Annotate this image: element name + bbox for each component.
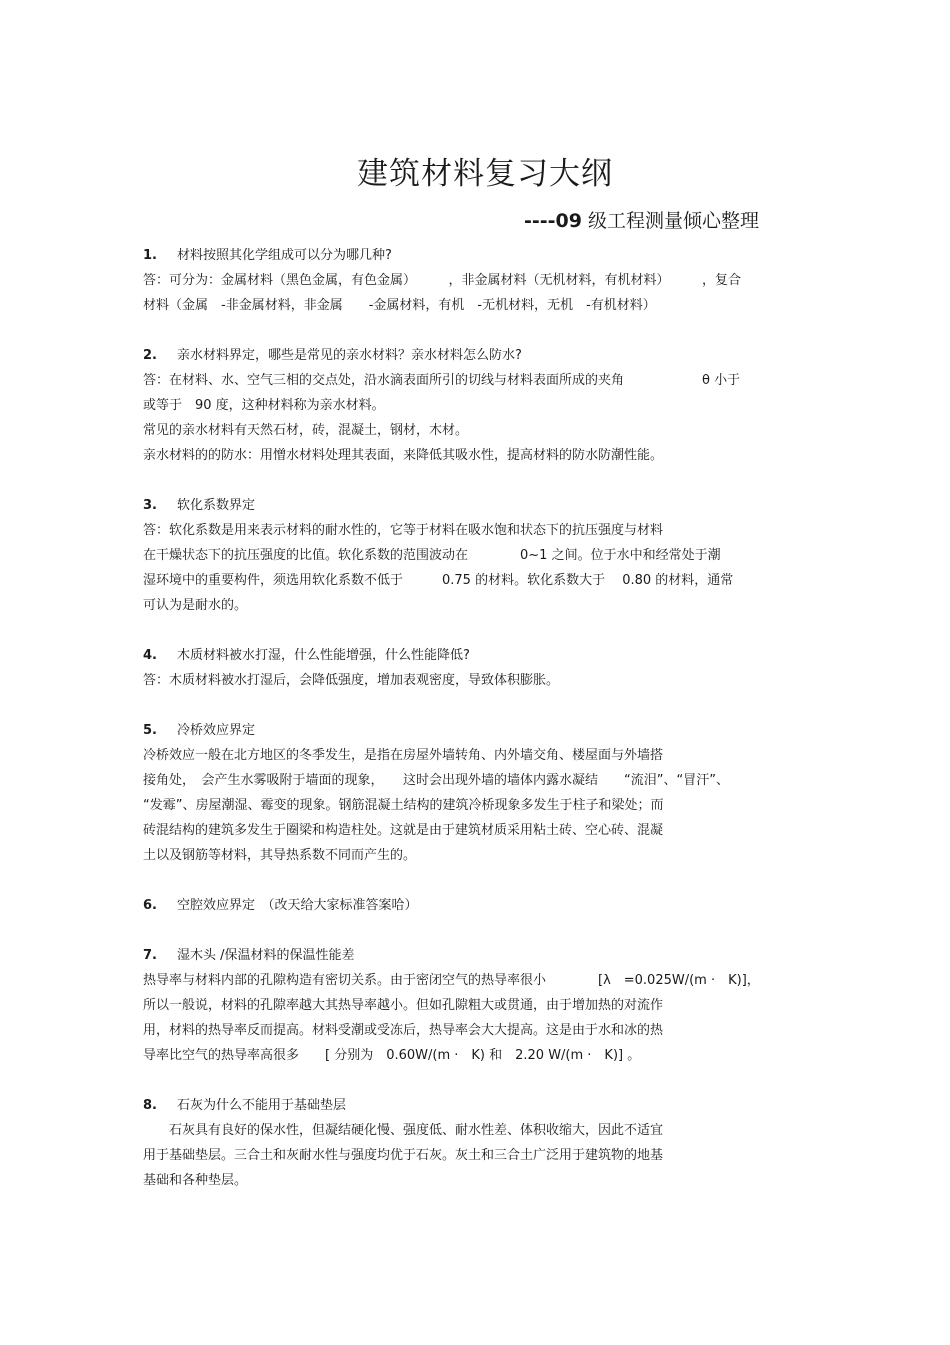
answer-line: 可认为是耐水的。 (143, 598, 248, 613)
question-number: 3. (143, 498, 157, 513)
answer-line: 材料（金属 -非金属材料，非金属 -金属材料，有机 -无机材料，无机 -有机材料） (143, 298, 656, 313)
question-heading-text: 软化系数界定 (177, 498, 256, 513)
answer-line: 在干燥状态下的抗压强度的比值。软化系数的范围波动在 0~1 之间。位于水中和经常处于潮 (143, 548, 721, 563)
question-heading-text: 木质材料被水打湿，什么性能增强，什么性能降低? (177, 648, 470, 663)
question-number: 8. (143, 1098, 157, 1113)
question-heading-text: 石灰为什么不能用于基础垫层 (177, 1098, 347, 1113)
question-heading (143, 344, 793, 368)
answer-line: 土以及钢筋等材料，其导热系数不同而产生的。 (143, 848, 417, 863)
question-heading (143, 244, 793, 268)
answer-line: 所以一般说，材料的孔隙率越大其热导率越小。但如孔隙粗大或贯通，由于增加热的对流作 (143, 998, 664, 1013)
answer-line: 答：软化系数是用来表示材料的耐水性的，它等于材料在吸水饱和状态下的抗压强度与材料 (143, 523, 664, 538)
question-heading-text: 湿木头 /保温材料的保温性能差 (177, 948, 355, 963)
question-heading (143, 494, 793, 518)
question-section (143, 344, 793, 468)
question-number: 5. (143, 723, 157, 738)
question-section (143, 644, 793, 693)
answer-line: 石灰具有良好的保水性，但凝结硬化慢、强度低、耐水性差、体积收缩大，因此不适宜 (143, 1123, 664, 1138)
answer-line: 常见的亲水材料有天然石材，砖，混凝土，钢材，木材。 (143, 423, 469, 438)
question-heading-text: 空腔效应界定 （改天给大家标准答案哈） (177, 898, 418, 913)
answer-line: 热导率与材料内部的孔隙构造有密切关系。由于密闭空气的热导率很小 [λ =0.025W/(m · K)]， (143, 973, 760, 988)
question-heading (143, 894, 793, 918)
answer-line: 接角处， 会产生水雾吸附于墙面的现象， 这时会出现外墙的墙体内露水凝结 “流泪”、“冒汗”、 (143, 773, 729, 788)
question-section (143, 894, 793, 918)
answer-line: 砖混结构的建筑多发生于圈梁和构造柱处。这就是由于建筑材质采用粘土砖、空心砖、混凝 (143, 823, 664, 838)
question-number: 2. (143, 348, 157, 363)
answer-line: 湿环境中的重要构件，须选用软化系数不低于 0.75 的材料。软化系数大于 0.80 的材料，通常 (143, 573, 734, 588)
question-heading (143, 644, 793, 668)
question-heading (143, 719, 793, 743)
question-section (143, 494, 793, 618)
question-heading (143, 1094, 793, 1118)
answer-line: 基础和各种垫层。 (143, 1173, 248, 1188)
answer-line: 亲水材料的的防水：用憎水材料处理其表面，来降低其吸水性，提高材料的防水防潮性能。 (143, 448, 664, 463)
answer-line: 答：在材料、水、空气三相的交点处，沿水滴表面所引的切线与材料表面所成的夹角 θ 小于 (143, 373, 741, 388)
answer-line: 用，材料的热导率反而提高。材料受潮或受冻后，热导率会大大提高。这是由于水和冰的热 (143, 1023, 664, 1038)
answer-line: 用于基础垫层。三合土和灰耐水性与强度均优于石灰。灰土和三合土广泛用于建筑物的地基 (143, 1148, 664, 1163)
subtitle-prefix: ----09 (524, 210, 582, 232)
question-heading (143, 944, 793, 968)
question-heading-text: 冷桥效应界定 (177, 723, 256, 738)
answer-line: “发霉”、房屋潮湿、霉变的现象。钢筋混凝土结构的建筑冷桥现象多发生于柱子和梁处；而 (143, 798, 664, 813)
answer-line: 冷桥效应一般在北方地区的冬季发生，是指在房屋外墙转角、内外墙交角、楼屋面与外墙搭 (143, 748, 664, 763)
page-title: 建筑材料复习大纲 (357, 156, 613, 192)
answer-line: 答：木质材料被水打湿后，会降低强度，增加表观密度，导致体积膨胀。 (143, 673, 560, 688)
question-section (143, 719, 793, 868)
outline-content (143, 244, 793, 1219)
question-number: 4. (143, 648, 157, 663)
answer-line: 导率比空气的热导率高很多 [ 分别为 0.60W/(m · K) 和 2.20 W/(m · K)] 。 (143, 1048, 641, 1063)
question-heading-text: 亲水材料界定，哪些是常见的亲水材料？亲水材料怎么防水? (177, 348, 522, 363)
subtitle-rest: 级工程测量倾心整理 (581, 210, 760, 232)
answer-line: 或等于 90 度，这种材料称为亲水材料。 (143, 398, 385, 413)
question-number: 7. (143, 948, 157, 963)
question-section (143, 1094, 793, 1193)
question-section (143, 244, 793, 318)
question-section (143, 944, 793, 1068)
page-subtitle (524, 206, 759, 233)
answer-line: 答：可分为：金属材料（黑色金属，有色金属） ，非金属材料（无机材料，有机材料） ，复合 (143, 273, 742, 288)
question-number: 6. (143, 898, 157, 913)
question-number: 1. (143, 248, 157, 263)
question-heading-text: 材料按照其化学组成可以分为哪几种? (177, 248, 392, 263)
